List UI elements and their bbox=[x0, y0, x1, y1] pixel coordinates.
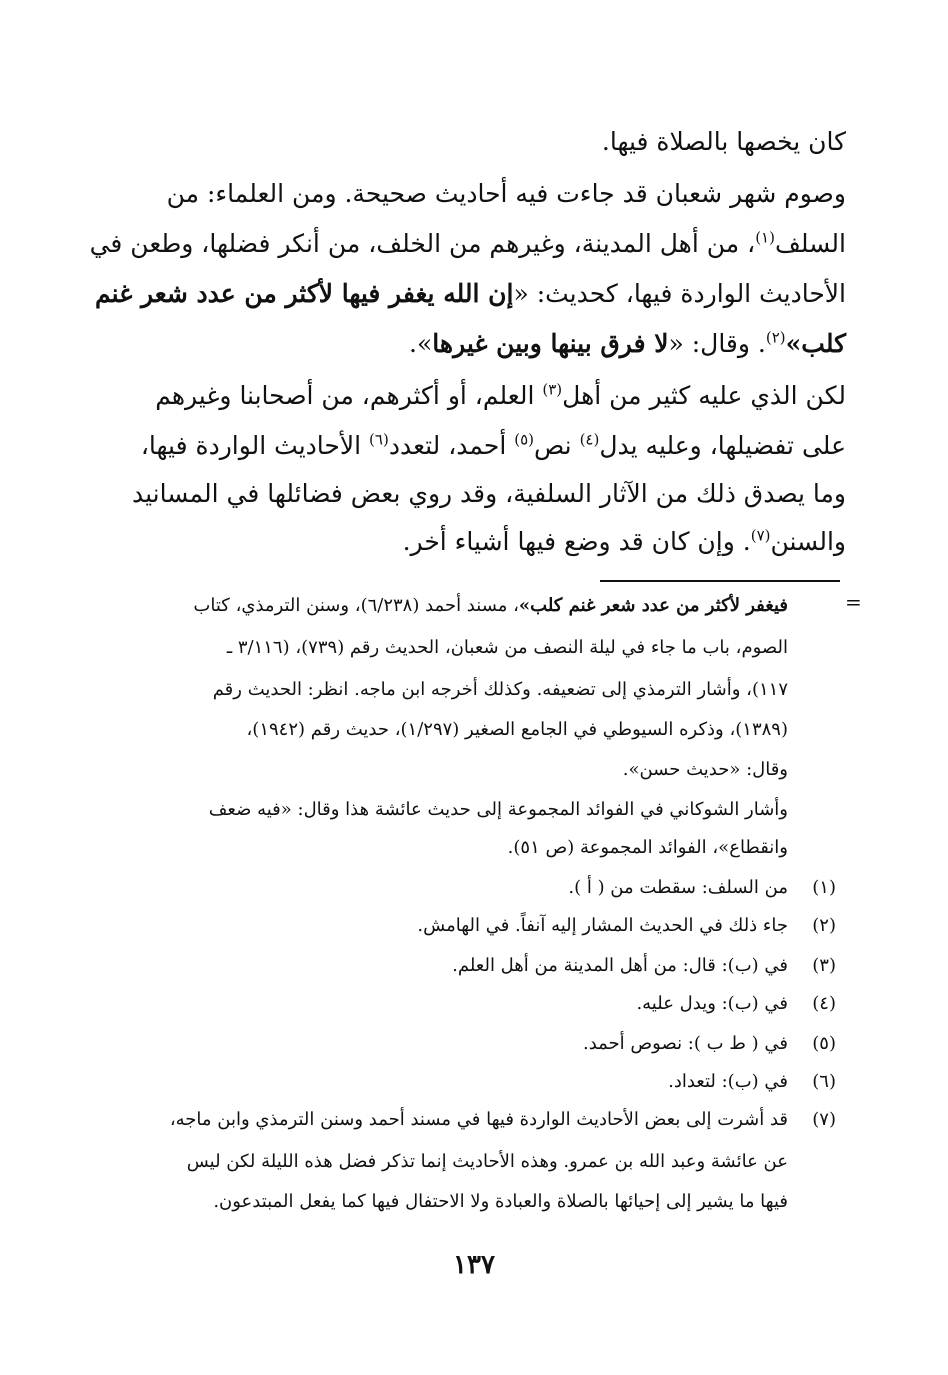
footnote-number: (٧) bbox=[812, 1109, 836, 1130]
body-line-3 bbox=[90, 226, 846, 262]
body-line-8: وما يصدق ذلك من الآثار السلفية، وقد روي بعض فضائلها في المسانيد bbox=[131, 479, 846, 508]
body-line-4 bbox=[95, 276, 846, 312]
continuation-mark: = bbox=[845, 590, 862, 614]
footnote-separator bbox=[600, 580, 840, 582]
footnote-text: جاء ذلك في الحديث المشار إليه آنفاً. في الهامش. bbox=[417, 915, 788, 936]
text-span: الأحاديث الواردة فيها، كحديث: « bbox=[513, 279, 846, 308]
text-span: الأحاديث الواردة فيها، bbox=[140, 431, 370, 460]
text-span: ». bbox=[409, 329, 433, 358]
footnote-ref-2[interactable]: (٢) bbox=[765, 328, 786, 347]
footnote-ref-5[interactable]: (٥) bbox=[514, 430, 535, 449]
footnote-text: في ( ط ب ): نصوص أحمد. bbox=[582, 1033, 788, 1054]
footnote-text: من السلف: سقطت من ( أ ). bbox=[568, 877, 788, 898]
hadith-quote: فيغفر لأكثر من عدد شعر غنم كلب» bbox=[518, 595, 788, 616]
body-line-9 bbox=[403, 524, 846, 560]
hadith-quote: كلب» bbox=[785, 329, 846, 358]
text-span: . وقال: « bbox=[668, 329, 766, 358]
footnote-ref-6[interactable]: (٦) bbox=[369, 430, 389, 449]
body-line-2: وصوم شهر شعبان قد جاءت فيه أحاديث صحيحة. ومن العلماء: من bbox=[166, 179, 846, 208]
footnote-cont-line-4: (١٣٨٩)، وذكره السيوطي في الجامع الصغير (١/٢٩٧)، حديث رقم (١٩٤٢)، bbox=[246, 719, 788, 740]
text-span: أحمد، لتعدد bbox=[388, 431, 515, 460]
footnote-number: (٦) bbox=[812, 1071, 836, 1092]
text-span: . وإن كان قد وضع فيها أشياء أخر. bbox=[402, 527, 751, 556]
hadith-quote: لا فرق بينها وبين غيرها bbox=[432, 329, 669, 358]
footnote-text: عن عائشة وعبد الله بن عمرو. وهذه الأحاديث إنما تذكر فضل هذه الليلة لكن ليس bbox=[186, 1151, 788, 1172]
footnote-text: في (ب): لتعداد. bbox=[668, 1071, 788, 1092]
footnote-text: قد أشرت إلى بعض الأحاديث الواردة فيها في مسند أحمد وسنن الترمذي وابن ماجه، bbox=[169, 1109, 788, 1130]
hadith-quote: إن الله يغفر فيها لأكثر من عدد شعر غنم bbox=[95, 279, 514, 308]
footnote-number: (٢) bbox=[812, 915, 836, 936]
text-span: ، من أهل المدينة، وغيرهم من الخلف، من أنكر فضلها، وطعن في bbox=[89, 229, 756, 258]
page-number: ١٣٧ bbox=[453, 1250, 495, 1280]
footnote-cont-line-7: وانقطاع»، الفوائد المجموعة (ص ٥١). bbox=[507, 837, 788, 858]
footnote-cont-line-5: وقال: «حديث حسن». bbox=[622, 759, 788, 780]
footnote-ref-1[interactable]: (١) bbox=[755, 228, 775, 247]
body-line-5 bbox=[409, 326, 846, 362]
footnote-cont-line-1 bbox=[193, 592, 788, 620]
text-span: السلف bbox=[774, 229, 846, 258]
footnote-cont-line-2: الصوم، باب ما جاء في ليلة النصف من شعبان، الحديث رقم (٧٣٩)، (٣/١١٦ ـ bbox=[226, 637, 788, 658]
body-line-7 bbox=[141, 428, 846, 464]
text-span: ، مسند أحمد (٦/٢٣٨)، وسنن الترمذي، كتاب bbox=[193, 595, 519, 616]
footnote-text: في (ب): ويدل عليه. bbox=[636, 993, 788, 1014]
footnote-text: فيها ما يشير إلى إحيائها بالصلاة والعبادة ولا الاحتفال فيها كما يفعل المبتدعون. bbox=[213, 1191, 788, 1212]
text-span: نص bbox=[534, 431, 580, 460]
footnote-cont-line-6: وأشار الشوكاني في الفوائد المجموعة إلى حديث عائشة هذا وقال: «فيه ضعف bbox=[208, 799, 788, 820]
body-line-1: كان يخصها بالصلاة فيها. bbox=[601, 127, 846, 156]
footnote-ref-7[interactable]: (٧) bbox=[750, 526, 771, 545]
body-line-6 bbox=[155, 378, 846, 414]
footnote-cont-line-3: ١١٧)، وأشار الترمذي إلى تضعيفه. وكذلك أخرجه ابن ماجه. انظر: الحديث رقم bbox=[212, 679, 788, 700]
footnote-ref-3[interactable]: (٣) bbox=[542, 380, 563, 399]
text-span: والسنن bbox=[770, 527, 846, 556]
footnote-number: (٣) bbox=[812, 955, 836, 976]
footnote-number: (١) bbox=[812, 877, 836, 898]
footnote-number: (٤) bbox=[812, 993, 836, 1014]
text-span: العلم، أو أكثرهم، من أصحابنا وغيرهم bbox=[155, 381, 543, 410]
footnote-ref-4[interactable]: (٤) bbox=[579, 430, 600, 449]
text-span: على تفضيلها، وعليه يدل bbox=[599, 431, 846, 460]
text-span: لكن الذي عليه كثير من أهل bbox=[562, 381, 846, 410]
footnote-number: (٥) bbox=[812, 1033, 836, 1054]
footnote-text: في (ب): قال: من أهل المدينة من أهل العلم. bbox=[452, 955, 788, 976]
